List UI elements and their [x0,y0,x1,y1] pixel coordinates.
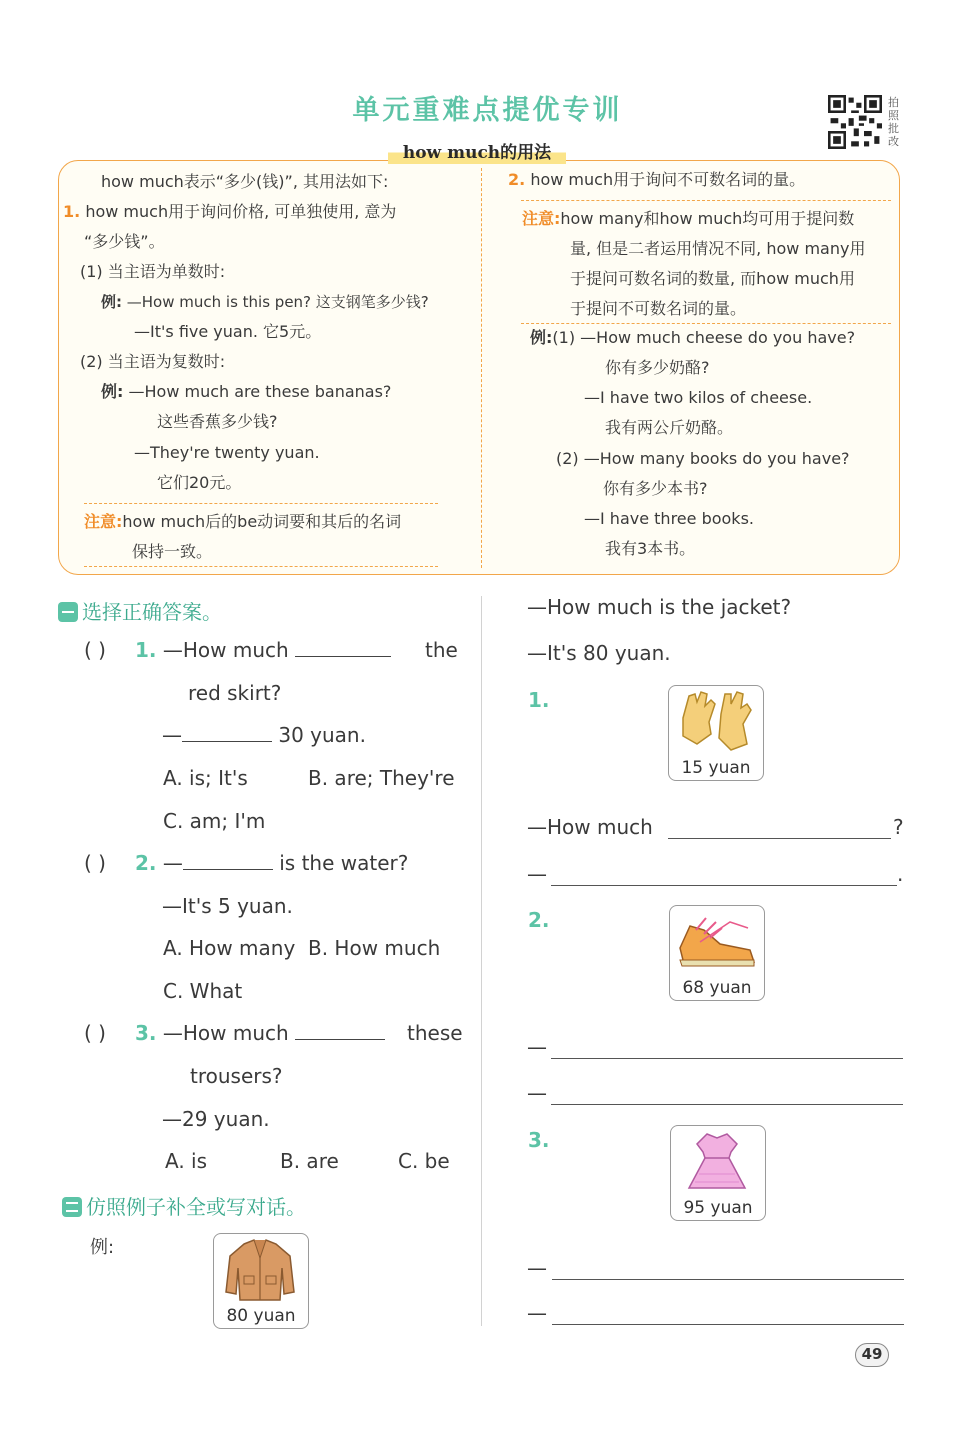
section1-title: 选择正确答案。 [82,600,222,624]
item2-line2-blank[interactable] [551,1104,903,1105]
q3-stem-b: these [407,1021,463,1045]
q3-option-c[interactable]: C. be [398,1149,450,1173]
price-label: 68 yuan [682,978,752,998]
q1-line1 [135,638,391,662]
section2-title: 仿照例子补全或写对话。 [86,1195,306,1219]
point-text: how much用于询问不可数名词的量。 [530,170,806,189]
section-two-icon [62,1197,82,1217]
question-number: 1. [135,638,157,662]
price-label: 95 yuan [683,1198,753,1218]
example-2 [101,382,391,402]
item2-line2-dash: — [527,1081,547,1105]
point-number: 1. [63,202,81,221]
example-answer: —It's 80 yuan. [527,641,671,665]
example-2-question-cn: 这些香蕉多少钱? [157,412,278,431]
q1-blank-2[interactable] [182,723,272,742]
section1-header [58,596,222,625]
item2-line1-blank[interactable] [551,1058,903,1059]
q2-blank[interactable] [183,851,273,870]
item-number: 2. [528,908,550,932]
item3-line2-dash: — [527,1301,547,1325]
q1-option-a[interactable]: A. is; It's [163,766,248,790]
q3-line3: —29 yuan. [162,1107,270,1131]
section-one-icon [58,602,78,622]
q1-stem-b: the [425,638,458,662]
dash: — [162,723,182,747]
jacket-icon [214,1236,307,1306]
example-label: 例: [90,1237,115,1258]
item-number: 1. [528,688,550,712]
example-label: 例: [101,293,122,311]
tip-point-1-cont: “多少钱”。 [84,232,165,251]
q2-line2: —It's 5 yuan. [162,894,293,918]
q1-stem-a: —How much [162,638,289,662]
item1-question-prefix: —How much [527,815,653,839]
item1-question-mark: ? [893,815,904,839]
q3-option-b[interactable]: B. are [280,1149,339,1173]
q3-stem-a: —How much [162,1021,289,1045]
subpoint-plural: (2) 当主语为复数时: [80,352,226,371]
note-right-line2: 量, 但是二者运用情况不同, how many用 [570,239,866,258]
q1-answer-paren[interactable]: ( ) [84,638,106,662]
item3-line1-blank[interactable] [552,1279,904,1280]
example-r2 [556,449,850,469]
example-1 [101,292,429,312]
note-right [522,209,854,229]
tip-subtitle: how much的用法 [388,138,566,164]
q1-line3-text: 30 yuan. [278,723,366,747]
note-divider [84,503,438,504]
example-2-answer: —They're twenty yuan. [134,443,320,462]
column-divider [481,596,482,1326]
note-divider [521,200,891,201]
note-left [84,512,401,532]
q1-blank-1[interactable] [295,638,391,657]
example-question: —How much is the jacket? [527,595,792,619]
q1-option-b[interactable]: B. are; They're [308,766,455,790]
example-r2-answer: —I have three books. [584,509,754,528]
q3-line2: trousers? [190,1064,283,1088]
example-question: —How many books do you have? [583,449,850,468]
point-number: 2. [508,170,526,189]
note-label: 注意: [522,209,561,228]
qr-code-icon[interactable] [828,95,882,149]
page-number: 49 [855,1343,889,1367]
example-question: —How much cheese do you have? [580,328,856,347]
gloves-picture [668,685,764,781]
page-title: 单元重难点提优专训 [352,95,623,126]
q2-option-b[interactable]: B. How much [308,936,441,960]
q1-line3 [162,723,366,747]
note-divider [84,566,438,567]
dash: — [162,851,183,875]
price-label: 15 yuan [681,758,751,778]
sneakers-picture [669,905,765,1001]
item2-line1-dash: — [527,1035,547,1059]
note-label: 注意: [84,512,123,531]
example-r1 [530,328,855,348]
tip-divider [481,168,482,568]
item1-question-blank[interactable] [668,838,891,839]
example-label: 例: [101,382,124,401]
gloves-icon [669,688,762,758]
q1-option-c[interactable]: C. am; I'm [163,809,266,833]
section2-header [62,1191,306,1220]
q1-line2: red skirt? [188,681,282,705]
subpoint-singular: (1) 当主语为单数时: [80,262,226,281]
q2-stem: is the water? [279,851,409,875]
jacket-picture [213,1233,309,1329]
item1-period: . [897,862,904,886]
example-label: 例: [530,328,553,347]
item3-line2-blank[interactable] [552,1324,904,1325]
example-r2-answer-cn: 我有3本书。 [605,539,696,558]
q2-option-c[interactable]: C. What [163,979,243,1003]
example-r1-answer: —I have two kilos of cheese. [584,388,813,407]
question-number: 2. [135,851,157,875]
q3-answer-paren[interactable]: ( ) [84,1021,106,1045]
example-r1-answer-cn: 我有两公斤奶酪。 [605,418,734,437]
note-text: how many和how much均可用于提问数 [560,209,855,228]
note-right-line4: 于提问不可数名词的量。 [570,299,747,318]
tip-intro: how much表示“多少(钱)”, 其用法如下: [101,172,389,191]
q2-answer-paren[interactable]: ( ) [84,851,106,875]
item1-answer-blank[interactable] [551,885,897,886]
tip-point-2 [508,170,805,190]
example-number: (1) [552,328,576,347]
q2-option-a[interactable]: A. How many [163,936,296,960]
example-question: —How much are these bananas? [128,382,392,401]
note-right-line3: 于提问可数名词的数量, 而how much用 [570,269,855,288]
example-r2-question-cn: 你有多少本书? [603,479,708,498]
q3-line1 [135,1021,385,1045]
sneakers-icon [670,908,763,978]
note-text: how much后的be动词要和其后的名词 [122,512,402,531]
dress-icon [671,1128,764,1198]
example-1-answer: —It's five yuan. 它5元。 [134,322,322,341]
item3-line1-dash: — [527,1256,547,1280]
example-number: (2) [556,449,579,468]
q2-line1 [135,851,408,875]
dress-picture [670,1125,766,1221]
photo-grading-label: 拍照批改 [888,96,899,148]
note-divider [521,323,891,324]
point-text: how much用于询问价格, 可单独使用, 意为 [85,202,397,221]
q3-blank[interactable] [295,1021,385,1040]
price-label: 80 yuan [226,1306,296,1326]
q3-option-a[interactable]: A. is [165,1149,208,1173]
note-left-cont: 保持一致。 [132,542,213,561]
example-r1-question-cn: 你有多少奶酪? [605,358,710,377]
item-number: 3. [528,1128,550,1152]
example-2-answer-cn: 它们20元。 [157,473,242,492]
item1-answer-dash: — [527,862,547,886]
tip-point-1 [63,202,396,222]
question-number: 3. [135,1021,157,1045]
example-question: —How much is this pen? 这支钢笔多少钱? [126,293,429,311]
